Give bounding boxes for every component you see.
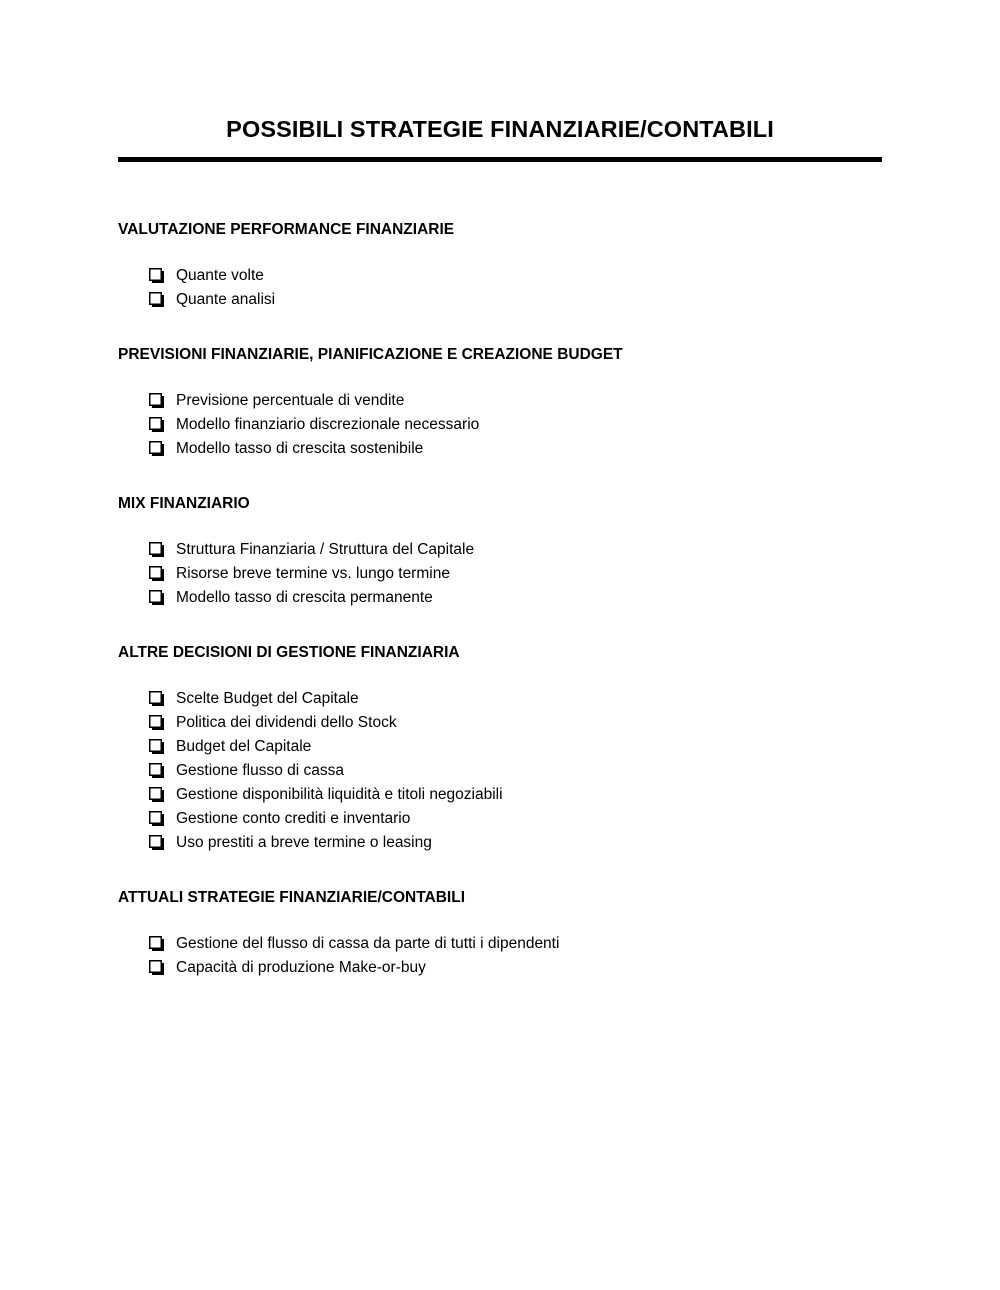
checklist-item-label: Previsione percentuale di vendite: [176, 392, 405, 409]
checklist-item: [149, 831, 882, 855]
checklist-item: [149, 711, 882, 735]
checklist-item: [149, 288, 882, 312]
checkbox-icon[interactable]: [149, 441, 165, 457]
checkbox-icon[interactable]: [149, 292, 165, 308]
checkbox-icon[interactable]: [149, 566, 165, 582]
checkbox-icon[interactable]: [149, 763, 165, 779]
checklist: [118, 264, 882, 312]
section-heading: MIX FINANZIARIO: [118, 495, 250, 512]
checklist-item-label: Risorse breve termine vs. lungo termine: [176, 565, 450, 582]
checklist-item: [149, 437, 882, 461]
section-valutazione: [118, 219, 882, 312]
checklist: [118, 687, 882, 855]
checklist-item-label: Gestione flusso di cassa: [176, 762, 345, 779]
checklist-item: [149, 413, 882, 437]
checklist-item: [149, 759, 882, 783]
checklist-item-label: Budget del Capitale: [176, 738, 312, 755]
checklist-item: [149, 538, 882, 562]
checkbox-icon[interactable]: [149, 393, 165, 409]
checklist-item-label: Scelte Budget del Capitale: [176, 690, 359, 707]
checkbox-icon[interactable]: [149, 787, 165, 803]
checklist-item-label: Capacità di produzione Make-or-buy: [176, 959, 426, 976]
checklist-item-label: Politica dei dividendi dello Stock: [176, 714, 397, 731]
checkbox-icon[interactable]: [149, 590, 165, 606]
checklist-item: [149, 264, 882, 288]
checklist-item: [149, 932, 882, 956]
checklist-item-label: Gestione disponibilità liquidità e titoli negoziabili: [176, 786, 503, 803]
section-heading: VALUTAZIONE PERFORMANCE FINANZIARIE: [118, 221, 455, 238]
checklist-item-label: Modello finanziario discrezionale necessario: [176, 416, 480, 433]
checkbox-icon[interactable]: [149, 739, 165, 755]
checkbox-icon[interactable]: [149, 936, 165, 952]
checklist-item: [149, 783, 882, 807]
section-altre-decisioni: [118, 642, 882, 855]
checklist-item: [149, 687, 882, 711]
checklist: [118, 389, 882, 461]
checkbox-icon[interactable]: [149, 715, 165, 731]
checkbox-icon[interactable]: [149, 811, 165, 827]
sections-container: [118, 219, 882, 1012]
checklist-item: [149, 562, 882, 586]
checklist-item: [149, 389, 882, 413]
checklist: [118, 538, 882, 610]
checklist: [118, 932, 882, 980]
checklist-item-label: Quante volte: [176, 267, 264, 284]
checklist-item: [149, 586, 882, 610]
checklist-item-label: Uso prestiti a breve termine o leasing: [176, 834, 432, 851]
checkbox-icon[interactable]: [149, 691, 165, 707]
checkbox-icon[interactable]: [149, 960, 165, 976]
section-heading: PREVISIONI FINANZIARIE, PIANIFICAZIONE E CREAZIONE BUDGET: [118, 346, 623, 363]
checklist-item: [149, 807, 882, 831]
checklist-item: [149, 956, 882, 980]
section-attuali-strategie: [118, 887, 882, 980]
title-divider: [118, 157, 882, 162]
checklist-item: [149, 735, 882, 759]
checklist-item-label: Modello tasso di crescita permanente: [176, 589, 433, 606]
checkbox-icon[interactable]: [149, 542, 165, 558]
section-previsioni: [118, 344, 882, 461]
checkbox-icon[interactable]: [149, 417, 165, 433]
checkbox-icon[interactable]: [149, 268, 165, 284]
checklist-item-label: Gestione conto crediti e inventario: [176, 810, 411, 827]
checkbox-icon[interactable]: [149, 835, 165, 851]
checklist-item-label: Quante analisi: [176, 291, 276, 308]
section-heading: ALTRE DECISIONI DI GESTIONE FINANZIARIA: [118, 644, 460, 661]
document-title: POSSIBILI STRATEGIE FINANZIARIE/CONTABILI: [226, 116, 774, 142]
section-heading: ATTUALI STRATEGIE FINANZIARIE/CONTABILI: [118, 889, 466, 906]
section-mix-finanziario: [118, 493, 882, 610]
checklist-item-label: Modello tasso di crescita sostenibile: [176, 440, 424, 457]
checklist-item-label: Struttura Finanziaria / Struttura del Capitale: [176, 541, 475, 558]
checklist-item-label: Gestione del flusso di cassa da parte di tutti i dipendenti: [176, 935, 560, 952]
